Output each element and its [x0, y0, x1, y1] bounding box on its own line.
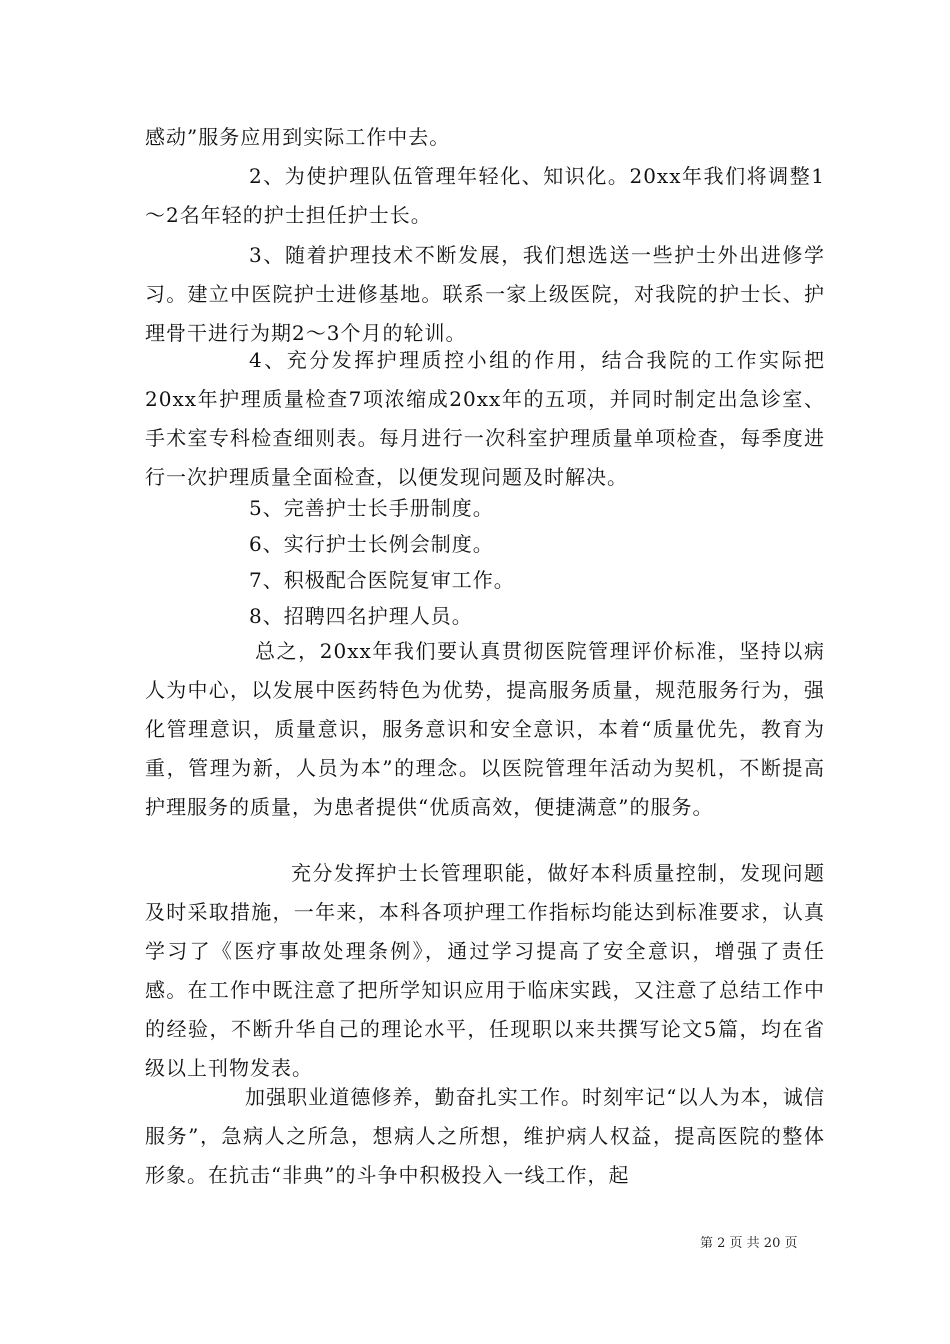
paragraph-summary: 总之，20xx年我们要认真贯彻医院管理评价标准，坚持以病人为中心，以发展中医药特色为优势，提高服务质量，规范服务行为，强化管理意识，质量意识，服务意识和安全意识，本着“质量优先，教育为重，管理为新，人员为本”的理念。以医院管理年活动为契机，不断提高护理服务的质量，为患者提供“优质高效，便捷满意”的服务。 — [145, 639, 825, 819]
paragraph-item-5: 5、完善护士长手册制度。 — [249, 496, 494, 520]
paragraph-ethics: 加强职业道德修养，勤奋扎实工作。时刻牢记“以人为本，诚信服务”，急病人之所急，想病人之所想，维护病人权益，提高医院的整体形象。在抗击“非典”的斗争中积极投入一线工作，起 — [145, 1085, 825, 1187]
paragraph-item-7: 7、积极配合医院复审工作。 — [249, 568, 515, 592]
paragraph-continuation: 感动”服务应用到实际工作中去。 — [145, 125, 451, 149]
paragraph-item-8: 8、招聘四名护理人员。 — [249, 604, 473, 628]
paragraph-head-nurse: 充分发挥护士长管理职能，做好本科质量控制，发现问题及时采取措施，一年来，本科各项护理工作指标均能达到标准要求，认真学习了《医疗事故处理条例》，通过学习提高了安全意识，增强了责任感。在工作中既注意了把所学知识应用于临床实践，又注意了总结工作中的经验，不断升华自己的理论水平，任现职以来共撰写论文5篇，均在省级以上刊物发表。 — [145, 861, 825, 1080]
paragraph-item-2: 2、为使护理队伍管理年轻化、知识化。20xx年我们将调整1～2名年轻的护士担任护士长。 — [145, 164, 825, 227]
paragraph-item-3: 3、随着护理技术不断发展，我们想选送一些护士外出进修学习。建立中医院护士进修基地。联系一家上级医院，对我院的护士长、护理骨干进行为期2～3个月的轮训。 — [145, 243, 825, 345]
paragraph-item-6: 6、实行护士长例会制度。 — [249, 532, 494, 556]
page-footer: 第 2 页 共 20 页 — [700, 1236, 798, 1251]
paragraph-item-4: 4、充分发挥护理质控小组的作用，结合我院的工作实际把20xx年护理质量检查7项浓缩成20xx年的五项，并同时制定出急诊室、手术室专科检查细则表。每月进行一次科室护理质量单项检查，每季度进行一次护理质量全面检查，以便发现问题及时解决。 — [145, 348, 825, 489]
